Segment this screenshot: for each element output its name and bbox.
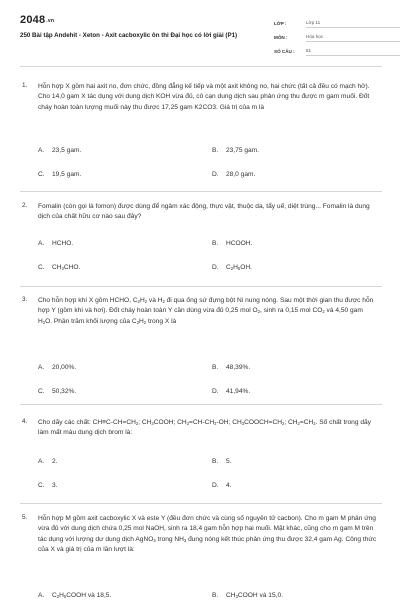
question-text: Cho dãy các chất: $CH\equiv C-CH=CH_2$; $CH_3COOH$; $CH_2=CH-CH_2-OH$; $CH_3COOCH=CH_2$; $CH_2=CH_2$. Số chất trong dãy làm mất màu dung dịch brom là: — [38, 419, 371, 437]
site-logo[interactable]: 2048.vn — [20, 14, 55, 26]
option-a[interactable]: A. $C_2H_5COOH$ và 18,5. — [38, 592, 112, 599]
option-b[interactable]: B. 48,39%. — [212, 364, 251, 371]
question-5: 5. Hỗn hợp M gồm axit cacboxylic X và este Y (đều đơn chức và cùng số nguyên tử cacbon). Cho m gam M phản ứng vừa đủ với dung dịch chứa 0,25 mol NaOH, sinh ra 18,4 gam hỗn hợp hai muối. Mặt khác, cũng cho m gam M trên tác dụng với lượng dư dung dịch AgNO$_3$ trong $NH_3$ đung nóng kết thúc phản ứng thu được 32,4 gam Ag. Công thức của X và giá trị của m lần lượt là: A. $C_2H_5COOH$ và 18,5. B. $CH_3COOH$ và 15,0. — [22, 514, 377, 599]
option-b[interactable]: B. $CH_3COOH$ và 15,0. — [212, 592, 283, 599]
document-title: 250 Bài tập Andehit - Xeton - Axit cacboxylic ôn thi Đại học có lời giải (P1) — [20, 32, 238, 39]
question-text: Cho hỗn hợp khí X gồm HCHO, $C_2H_2$ và $H_2$ đi qua ống sứ đựng bột Ni nung nóng. Sau một thời gian thu được hỗn hợp Y (gồm khí và hơi). Đốt cháy hoàn toàn Y cần dùng vừa đủ 0,25 mol $O_2$, sinh ra 0,15 mol $CO_2$ và 4,50 gam $H_2O$. Phần trăm khối lượng của $C_2H_2$ trong X là — [38, 297, 374, 325]
option-c[interactable]: C. 50,32%. — [38, 388, 77, 395]
meta-count: SỐ CÂU : 51 — [274, 42, 400, 56]
question-text: Hỗn hợp M gồm axit cacboxylic X và este Y (đều đơn chức và cùng số nguyên tử cacbon). Cho m gam M phản ứng vừa đủ với dung dịch chứa 0,25 mol NaOH, sinh ra 18,4 gam hỗn hợp hai muối. Mặt khác, cũng cho m gam M trên tác dụng với lượng dư dung dịch AgNO$_3$ trong $NH_3$ đung nóng kết thúc phản ứng thu được 32,4 gam Ag. Công thức của X và giá trị của m lần lượt là: — [38, 515, 377, 554]
option-a[interactable]: A. 2. — [38, 458, 58, 465]
divider — [20, 404, 382, 405]
divider — [20, 286, 382, 287]
meta-subject: MÔN : Hóa học — [274, 28, 400, 42]
option-c[interactable]: C. $CH_3CHO$. — [38, 264, 81, 271]
divider — [20, 503, 382, 504]
question-3: 3. Cho hỗn hợp khí X gồm HCHO, $C_2H_2$ và $H_2$ đi qua ống sứ đựng bột Ni nung nóng. Sau một thời gian thu được hỗn hợp Y (gồm khí và hơi). Đốt cháy hoàn toàn Y cần dùng vừa đủ 0,25 mol $O_2$, sinh ra 0,15 mol $CO_2$ và 4,50 gam $H_2O$. Phần trăm khối lượng của $C_2H_2$ trong X là A. 20,00%. B. 48,39%. C. 50,32%. D. 41,94%. — [20, 296, 382, 402]
question-text: Hỗn hợp X gồm hai axit no, đơn chức, đồng đẳng kế tiếp và một axit không no, hai chức (tất cả đều có mạch hở). Cho 14,0 gam X tác dụng với dung dịch KOH vừa đủ, cô cạn dung dịch sau phản ứng thu được m gam muối. Đốt cháy hoàn toàn lượng muối này thu được 17,25 gam K2CO3. Giá trị của m là — [38, 83, 370, 111]
header — [20, 14, 382, 58]
option-d[interactable]: D. 41,94%. — [212, 388, 251, 395]
question-4: 4. Cho dãy các chất: $CH\equiv C-CH=CH_2$; $CH_3COOH$; $CH_2=CH-CH_2-OH$; $CH_3COOCH=CH_2$; $CH_2=CH_2$. Số chất trong dãy làm mất màu dung dịch brom là: A. 2. B. 5. C. 3. D. 4. — [20, 418, 382, 498]
question-text: Fomalin (còn gọi là fomon) được dùng để ngâm xác động, thực vật, thuộc da, tẩy uế, diệt trùng... Fomalin là dung dịch của chất hữu cơ nào sau đây? — [38, 203, 370, 221]
divider — [20, 66, 382, 67]
document-meta — [274, 14, 400, 56]
divider — [20, 191, 382, 192]
option-a[interactable]: A. 23,5 gam. — [38, 147, 82, 154]
option-b[interactable]: B. HCOOH. — [212, 240, 253, 247]
option-d[interactable]: D. 4. — [212, 482, 232, 489]
option-a[interactable]: A. HCHO. — [38, 240, 74, 247]
meta-class: LỚP : Lớp 11 — [274, 14, 400, 28]
option-c[interactable]: C. 19,5 gam. — [38, 171, 82, 178]
option-b[interactable]: B. 23,75 gam. — [212, 147, 259, 154]
option-d[interactable]: D. $C_2H_5OH$. — [212, 264, 252, 271]
option-d[interactable]: D. 28,0 gam. — [212, 171, 256, 178]
question-2: 2. Fomalin (còn gọi là fomon) được dùng để ngâm xác động, thực vật, thuộc da, tẩy uế, diệt trùng... Fomalin là dung dịch của chất hữu cơ nào sau đây? A. HCHO. B. HCOOH. C. $CH_3CHO$. D. $C_2H_5OH$. — [20, 202, 382, 286]
question-1: 1. Hỗn hợp X gồm hai axit no, đơn chức, đồng đẳng kế tiếp và một axit không no, hai chức (tất cả đều có mạch hở). Cho 14,0 gam X tác dụng với dung dịch KOH vừa đủ, cô cạn dung dịch sau phản ứng thu được m gam muối. Đốt cháy hoàn toàn lượng muối này thu được 17,25 gam K2CO3. Giá trị của m là A. 23,5 gam. B. 23,75 gam. C. 19,5 gam. D. 28,0 gam. — [20, 82, 382, 192]
option-c[interactable]: C. 3. — [38, 482, 58, 489]
option-a[interactable]: A. 20,00%. — [38, 364, 77, 371]
option-b[interactable]: B. 5. — [212, 458, 232, 465]
